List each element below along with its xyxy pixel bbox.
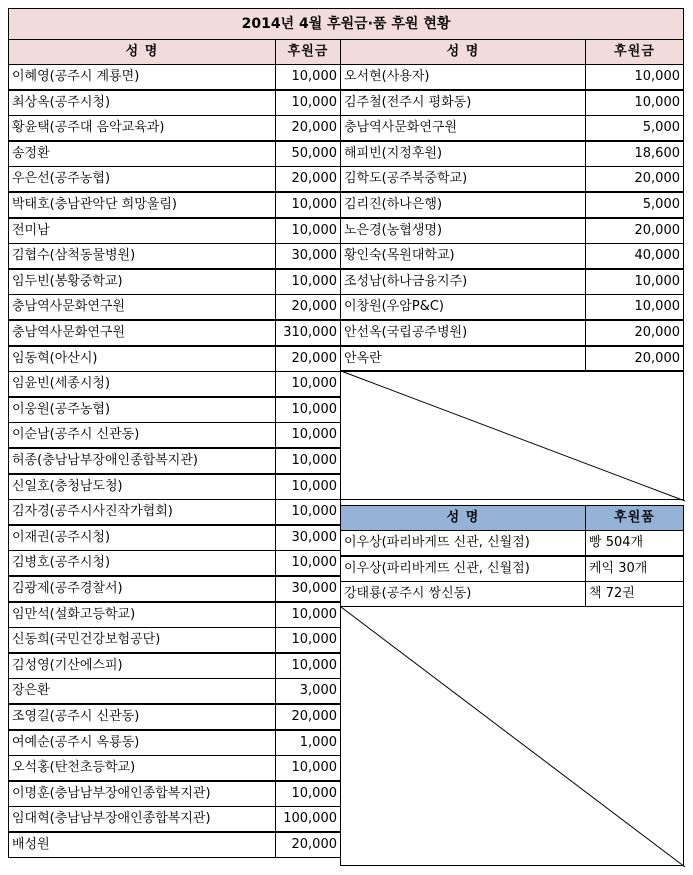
donor-name: 이순남(공주시 신관동)	[8, 422, 276, 448]
donor-name: 임대혁(충남남부장애인종합복지관)	[8, 806, 276, 832]
donor-name: 해피빈(지정후원)	[340, 141, 586, 167]
donor-name: 오석홍(탄천초등학교)	[8, 755, 276, 781]
left-amount-header: 후원금	[275, 39, 341, 65]
donation-amount: 5,000	[585, 192, 684, 218]
donation-amount: 10,000	[275, 627, 341, 653]
donation-amount: 1,000	[275, 730, 341, 756]
empty-crossed-cell-lower	[340, 606, 684, 866]
donation-amount: 10,000	[585, 90, 684, 116]
goods-item: 케익 30개	[585, 556, 684, 582]
donor-name: 이창원(우암P&C)	[340, 294, 586, 320]
donation-amount: 10,000	[275, 474, 341, 500]
donor-name: 허종(충남남부장애인종합복지관)	[8, 448, 276, 474]
donor-name: 장은환	[8, 678, 276, 704]
donor-name: 황인숙(목원대학교)	[340, 243, 586, 269]
donor-name: 안선옥(국립공주병원)	[340, 320, 586, 346]
right-amount-header: 후원금	[585, 39, 684, 65]
donor-name: 신동희(국민건강보험공단)	[8, 627, 276, 653]
donation-amount: 20,000	[275, 832, 341, 858]
donation-amount: 10,000	[275, 192, 341, 218]
donation-amount: 10,000	[275, 64, 341, 90]
donor-name: 조성남(하나금융지주)	[340, 269, 586, 295]
donation-amount: 20,000	[585, 166, 684, 192]
left-name-header: 성 명	[8, 39, 276, 65]
donation-amount: 10,000	[275, 653, 341, 679]
diagonal-line-upper	[341, 371, 685, 501]
donation-amount: 10,000	[275, 755, 341, 781]
donor-name: 최상옥(공주시청)	[8, 90, 276, 116]
donor-name: 오서현(사용자)	[340, 64, 586, 90]
donor-name: 황윤택(공주대 음악교육과)	[8, 115, 276, 141]
goods-donor-name: 강태룡(공주시 쌍신동)	[340, 581, 586, 607]
donor-name: 조영길(공주시 신관동)	[8, 704, 276, 730]
donation-amount: 10,000	[275, 781, 341, 807]
donor-name: 박태호(충남관악단 희망울림)	[8, 192, 276, 218]
donation-amount: 10,000	[275, 499, 341, 525]
donor-name: 김성영(기산에스피)	[8, 653, 276, 679]
donation-amount: 10,000	[275, 90, 341, 116]
donor-name: 임두빈(봉황중학교)	[8, 269, 276, 295]
donation-amount: 10,000	[585, 64, 684, 90]
donation-amount: 20,000	[585, 320, 684, 346]
donation-amount: 20,000	[275, 115, 341, 141]
donation-amount: 310,000	[275, 320, 341, 346]
donation-amount: 30,000	[275, 525, 341, 551]
donation-amount: 20,000	[585, 218, 684, 244]
empty-crossed-cell-upper	[340, 370, 684, 500]
donor-name: 임만석(설화고등학교)	[8, 602, 276, 628]
donation-amount: 3,000	[275, 678, 341, 704]
donor-name: 이재권(공주시청)	[8, 525, 276, 551]
donor-name: 안옥란	[340, 346, 586, 372]
donor-name: 전미남	[8, 218, 276, 244]
donation-amount: 10,000	[275, 371, 341, 397]
donation-amount: 10,000	[275, 602, 341, 628]
donation-amount: 10,000	[585, 269, 684, 295]
donor-name: 신일호(충청남도청)	[8, 474, 276, 500]
donor-name: 김학도(공주북중학교)	[340, 166, 586, 192]
donor-name: 김병호(공주시청)	[8, 550, 276, 576]
donation-amount: 10,000	[275, 218, 341, 244]
donor-name: 이명훈(충남남부장애인종합복지관)	[8, 781, 276, 807]
donation-amount: 10,000	[275, 269, 341, 295]
donor-name: 송정환	[8, 141, 276, 167]
donor-name: 김리진(하나은행)	[340, 192, 586, 218]
donation-amount: 30,000	[275, 243, 341, 269]
donor-name: 김광제(공주경찰서)	[8, 576, 276, 602]
goods-donor-name: 이우상(파리바게뜨 신관, 신월점)	[340, 530, 586, 556]
sheet-title: 2014년 4월 후원금·품 후원 현황	[8, 8, 684, 40]
donor-name: 임윤빈(세종시청)	[8, 371, 276, 397]
goods-item: 빵 504개	[585, 530, 684, 556]
donor-name: 노은경(농협생명)	[340, 218, 586, 244]
donor-name: 배성원	[8, 832, 276, 858]
donation-amount: 10,000	[275, 422, 341, 448]
donation-amount: 10,000	[585, 294, 684, 320]
donor-name: 충남역사문화연구원	[340, 115, 586, 141]
donor-name: 김주철(전주시 평화동)	[340, 90, 586, 116]
goods-item: 책 72권	[585, 581, 684, 607]
donor-name: 충남역사문화연구원	[8, 294, 276, 320]
donor-name: 여예순(공주시 옥룡동)	[8, 730, 276, 756]
donation-amount: 10,000	[275, 550, 341, 576]
donation-amount: 20,000	[275, 704, 341, 730]
donor-name: 충남역사문화연구원	[8, 320, 276, 346]
donation-amount: 5,000	[585, 115, 684, 141]
donation-amount: 50,000	[275, 141, 341, 167]
donor-name: 김협수(삼척동물병원)	[8, 243, 276, 269]
donation-amount: 20,000	[275, 166, 341, 192]
donation-amount: 20,000	[585, 346, 684, 372]
goods-donor-name: 이우상(파리바게뜨 신관, 신월점)	[340, 556, 586, 582]
right-name-header: 성 명	[340, 39, 586, 65]
donor-name: 우은선(공주농협)	[8, 166, 276, 192]
goods-item-header: 후원품	[585, 505, 684, 531]
donor-name: 이혜영(공주시 계룡면)	[8, 64, 276, 90]
donor-name: 이웅원(공주농협)	[8, 397, 276, 423]
donor-name: 김자경(공주시사진작가협회)	[8, 499, 276, 525]
donation-amount: 10,000	[275, 397, 341, 423]
goods-name-header: 성 명	[340, 505, 586, 531]
diagonal-line-lower	[341, 607, 685, 867]
donation-amount: 10,000	[275, 448, 341, 474]
donor-name: 임동혁(아산시)	[8, 346, 276, 372]
donation-sheet	[8, 8, 684, 866]
donation-amount: 18,600	[585, 141, 684, 167]
donation-amount: 40,000	[585, 243, 684, 269]
donation-amount: 20,000	[275, 346, 341, 372]
donation-amount: 100,000	[275, 806, 341, 832]
donation-amount: 20,000	[275, 294, 341, 320]
donation-amount: 30,000	[275, 576, 341, 602]
